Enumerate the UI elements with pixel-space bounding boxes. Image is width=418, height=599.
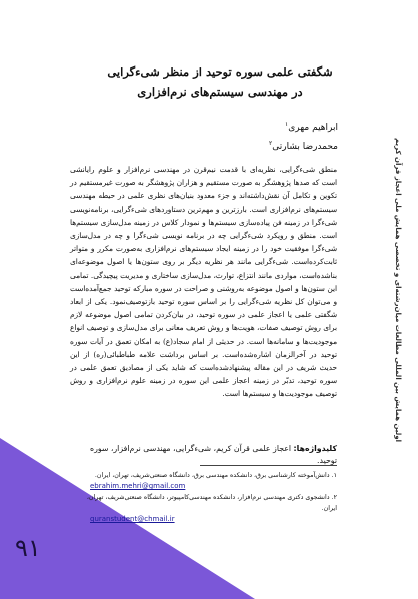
author-mark: ۲ [268, 140, 273, 147]
author-1 [269, 117, 338, 136]
article-title [70, 62, 370, 102]
footnote-1-email-row [70, 481, 337, 492]
author-mark: ۱ [285, 121, 289, 128]
footnote-divider [200, 465, 337, 466]
footnotes-block [70, 470, 337, 525]
footnote-2-email-link[interactable]: quranstudent@chmail.ir [90, 515, 175, 523]
author-name: محمدرضا بشارتی [272, 142, 338, 152]
keywords-line [70, 443, 337, 467]
footnote-1: ۱. دانش‌آموخته کارشناسی برق، دانشکده مهندسی برق، دانشگاه صنعتی‌شریف، تهران، ایران. [94, 472, 337, 479]
page-number: ۹۱ [15, 534, 41, 562]
conference-side-banner: اولین همایش بین المللی مطالعات میان‌رشته‌ای و تخصصی همایش ملی اعجاز قرآن کریم [394, 137, 402, 443]
title-line-1: شگفتی علمی سوره توحید از منظر شیء‌گرایی [107, 65, 333, 79]
keywords-label: کلیدواژه‌ها: [293, 444, 337, 453]
footnote-1-email-link[interactable]: ebrahim.mehri@gmail.com [90, 482, 186, 490]
author-2 [269, 136, 338, 155]
footnote-2-email-row [70, 514, 337, 525]
footnote-2-text: ۲. دانشجوی دکتری مهندسی نرم‌افزار، دانشکده مهندسی‌کامپیوتر، دانشگاه صنعتی‌شریف، تهران، ایران. [86, 494, 337, 512]
abstract-paragraph: منطق شیء‌گرایی، نظریه‌ای با قدمت نیم‌قرن در مهندسی نرم‌افزار و علوم رایانشی است که صدها پژوهشگر به صورت مستقیم و هزاران پژوهشگر به صورت غیرمستقیم در تکوین و تکامل آن نقش‌داشته‌اند و جزء معدود بنیان‌های نظری علمی در حیطه مهندسی سیستم‌های نرم‌افزاری است. بارزترین و مهم‌ترین دستاوردهای شیء‌گرایی، برنامه‌نویسی شیء‌گرا در زمینه فن پیاده‌سازی سیستم‌ها و نمودار کلاس در زمینه مدل‌سازی سیستم‌ها است. منطق و رویکرد شیء‌گرایی چه در برنامه نویسی شیء‌گرا و چه در مدل‌سازی شیء‌گرا موفقیت خود را در زمینه ایجاد سیستم‌های نرم‌افزاری به‌صورت مکرر و متواتر ثابت‌کرده‌است. شیء‌گرایی مانند هر نظریه دیگر بر روی ستون‌ها یا اصول موضوعه‌ای بناشده‌است، مواردی مانند انتزاع، توارث، مدل‌سازی ساختاری و مدیریت پیچیدگی. تمامی این ستون‌ها و اصول موضوعه به‌روشنی و صراحت در سوره مبارکه توحید جمع‌آمده‌است و می‌توان کل نظریه شیء‌گرایی را بر اساس سوره توحید بازتوصیف‌نمود. یکی از ابعاد شگفتی علمی یا اعجاز علمی در سوره توحید، در بیان‌کردن تمامی اصول موضوعه لازم برای روش توصیف صفات، هویت‌ها و روش تعریف معانی برای مدل‌سازی و توصیف انواع موجودیت‌ها و سامانه‌ها است. در حدیثی از امام سجاد(ع) به امکان تعمق در آیات سوره توحید در آخرالزمان اشاره‌شده‌است. بر اساس برداشت علامه طباطبائی(ره) از این حدیث شریف در این مقاله پیشنهادشده‌است که شاید یکی از مصادیق تعمق علمی در سوره توحید، تدبّر در زمینه اعجاز علمی این سوره در زمینه علوم نرم‌افزاری و روش توصیف موجودیت‌ها و سیستم‌ها است. [70, 165, 337, 399]
footnote-2 [70, 492, 337, 514]
title-line-2: در مهندسی سیستم‌های نرم‌افزاری [137, 85, 303, 99]
authors-block [269, 117, 338, 155]
author-name: ابراهیم مهری [288, 123, 338, 133]
keywords-text: اعجاز علمی قرآن کریم، شیء‌گرایی، مهندسی نرم‌افزار، سوره توحید. [89, 444, 337, 465]
